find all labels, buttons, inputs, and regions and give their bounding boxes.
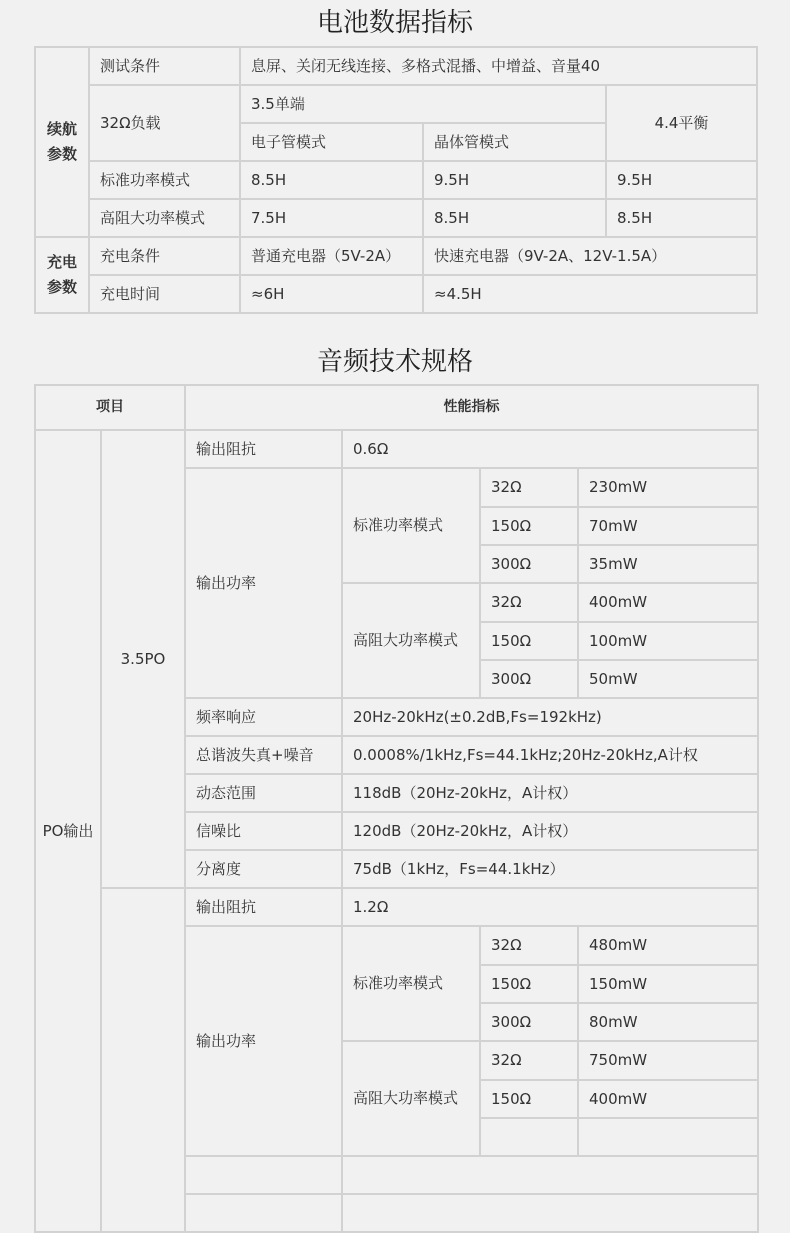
battery-table xyxy=(34,46,758,314)
transistor-mode-header: 晶体管模式 xyxy=(423,123,606,161)
snr-value: 120dB（20Hz-20kHz，A计权） xyxy=(342,812,758,850)
thd-value: 0.0008%/1kHz,Fs=44.1kHz;20Hz-20kHz,A计权 xyxy=(342,736,758,774)
out-imp-label: 输出阻抗 xyxy=(185,888,342,926)
thd-label: 总谐波失真+噪音 xyxy=(185,736,342,774)
sep-value: 75dB（1kHz，Fs=44.1kHz） xyxy=(342,850,758,888)
charger-fast: 快速充电器（9V-2A、12V-1.5A） xyxy=(423,237,757,275)
high-mode-label: 高阻大功率模式 xyxy=(342,583,480,698)
tube-mode-header: 电子管模式 xyxy=(240,123,423,161)
load-value: 150Ω xyxy=(480,965,578,1003)
high-mode-label: 高阻大功率模式 xyxy=(342,1041,480,1156)
sep-label: 分离度 xyxy=(185,850,342,888)
test-condition-label: 测试条件 xyxy=(89,47,240,85)
dr-value: 118dB（20Hz-20kHz，A计权） xyxy=(342,774,758,812)
out-power-label: 输出功率 xyxy=(185,468,342,698)
load-label: 32Ω负载 xyxy=(89,85,240,161)
high-tube-value: 7.5H xyxy=(240,199,423,237)
blank-cell xyxy=(185,1156,342,1194)
std-mode-label: 标准功率模式 xyxy=(342,926,480,1041)
power-value: 750mW xyxy=(578,1041,758,1080)
time-normal: ≈6H xyxy=(240,275,423,313)
test-condition-value: 息屏、关闭无线连接、多格式混播、中增益、音量40 xyxy=(240,47,757,85)
high-bal-value: 8.5H xyxy=(606,199,757,237)
blank-cell xyxy=(342,1194,758,1232)
high-mode-label: 高阻大功率模式 xyxy=(89,199,240,237)
snr-label: 信噪比 xyxy=(185,812,342,850)
std-bal-value: 9.5H xyxy=(606,161,757,199)
load-value: 150Ω xyxy=(480,622,578,660)
load-value: 32Ω xyxy=(480,1041,578,1080)
load-value: 300Ω xyxy=(480,545,578,583)
po44-label xyxy=(101,888,185,1232)
charger-normal: 普通充电器（5V-2A） xyxy=(240,237,423,275)
power-value: 70mW xyxy=(578,507,758,545)
charge-label-text: 充电 参数 xyxy=(46,252,77,296)
power-value: 230mW xyxy=(578,468,758,507)
time-fast: ≈4.5H xyxy=(423,275,757,313)
load-value: 300Ω xyxy=(480,660,578,698)
power-value: 100mW xyxy=(578,622,758,660)
charge-condition-label: 充电条件 xyxy=(89,237,240,275)
std-transistor-value: 9.5H xyxy=(423,161,606,199)
out-imp-value: 1.2Ω xyxy=(342,888,758,926)
load-value: 150Ω xyxy=(480,507,578,545)
blank-cell xyxy=(342,1156,758,1194)
po35-label: 3.5PO xyxy=(101,430,185,888)
std-mode-label: 标准功率模式 xyxy=(342,468,480,583)
battery-section-title: 电池数据指标 xyxy=(316,8,473,38)
audio-spec-table xyxy=(34,384,759,1233)
load-value: 150Ω xyxy=(480,1080,578,1118)
power-value: 80mW xyxy=(578,1003,758,1041)
endurance-label xyxy=(35,47,89,237)
se35-header: 3.5单端 xyxy=(240,85,606,123)
col-item-header: 项目 xyxy=(35,385,185,430)
charge-label xyxy=(35,237,89,313)
load-value xyxy=(480,1118,578,1156)
std-tube-value: 8.5H xyxy=(240,161,423,199)
po-output-label: PO输出 xyxy=(35,430,101,1232)
charge-time-label: 充电时间 xyxy=(89,275,240,313)
power-value: 400mW xyxy=(578,583,758,622)
bal44-header: 4.4平衡 xyxy=(606,85,757,161)
power-value xyxy=(578,1118,758,1156)
out-imp-label: 输出阻抗 xyxy=(185,430,342,468)
freq-value: 20Hz-20kHz(±0.2dB,Fs=192kHz) xyxy=(342,698,758,736)
dr-label: 动态范围 xyxy=(185,774,342,812)
load-value: 32Ω xyxy=(480,926,578,965)
power-value: 150mW xyxy=(578,965,758,1003)
power-value: 480mW xyxy=(578,926,758,965)
high-transistor-value: 8.5H xyxy=(423,199,606,237)
blank-cell xyxy=(185,1194,342,1232)
std-mode-label: 标准功率模式 xyxy=(89,161,240,199)
freq-label: 频率响应 xyxy=(185,698,342,736)
power-value: 50mW xyxy=(578,660,758,698)
out-power-label: 输出功率 xyxy=(185,926,342,1156)
out-imp-value: 0.6Ω xyxy=(342,430,758,468)
audio-section-title: 音频技术规格 xyxy=(316,347,473,377)
load-value: 32Ω xyxy=(480,583,578,622)
load-value: 300Ω xyxy=(480,1003,578,1041)
endurance-label-text: 续航 参数 xyxy=(46,119,77,163)
power-value: 400mW xyxy=(578,1080,758,1118)
col-spec-header: 性能指标 xyxy=(185,385,758,430)
load-value: 32Ω xyxy=(480,468,578,507)
power-value: 35mW xyxy=(578,545,758,583)
